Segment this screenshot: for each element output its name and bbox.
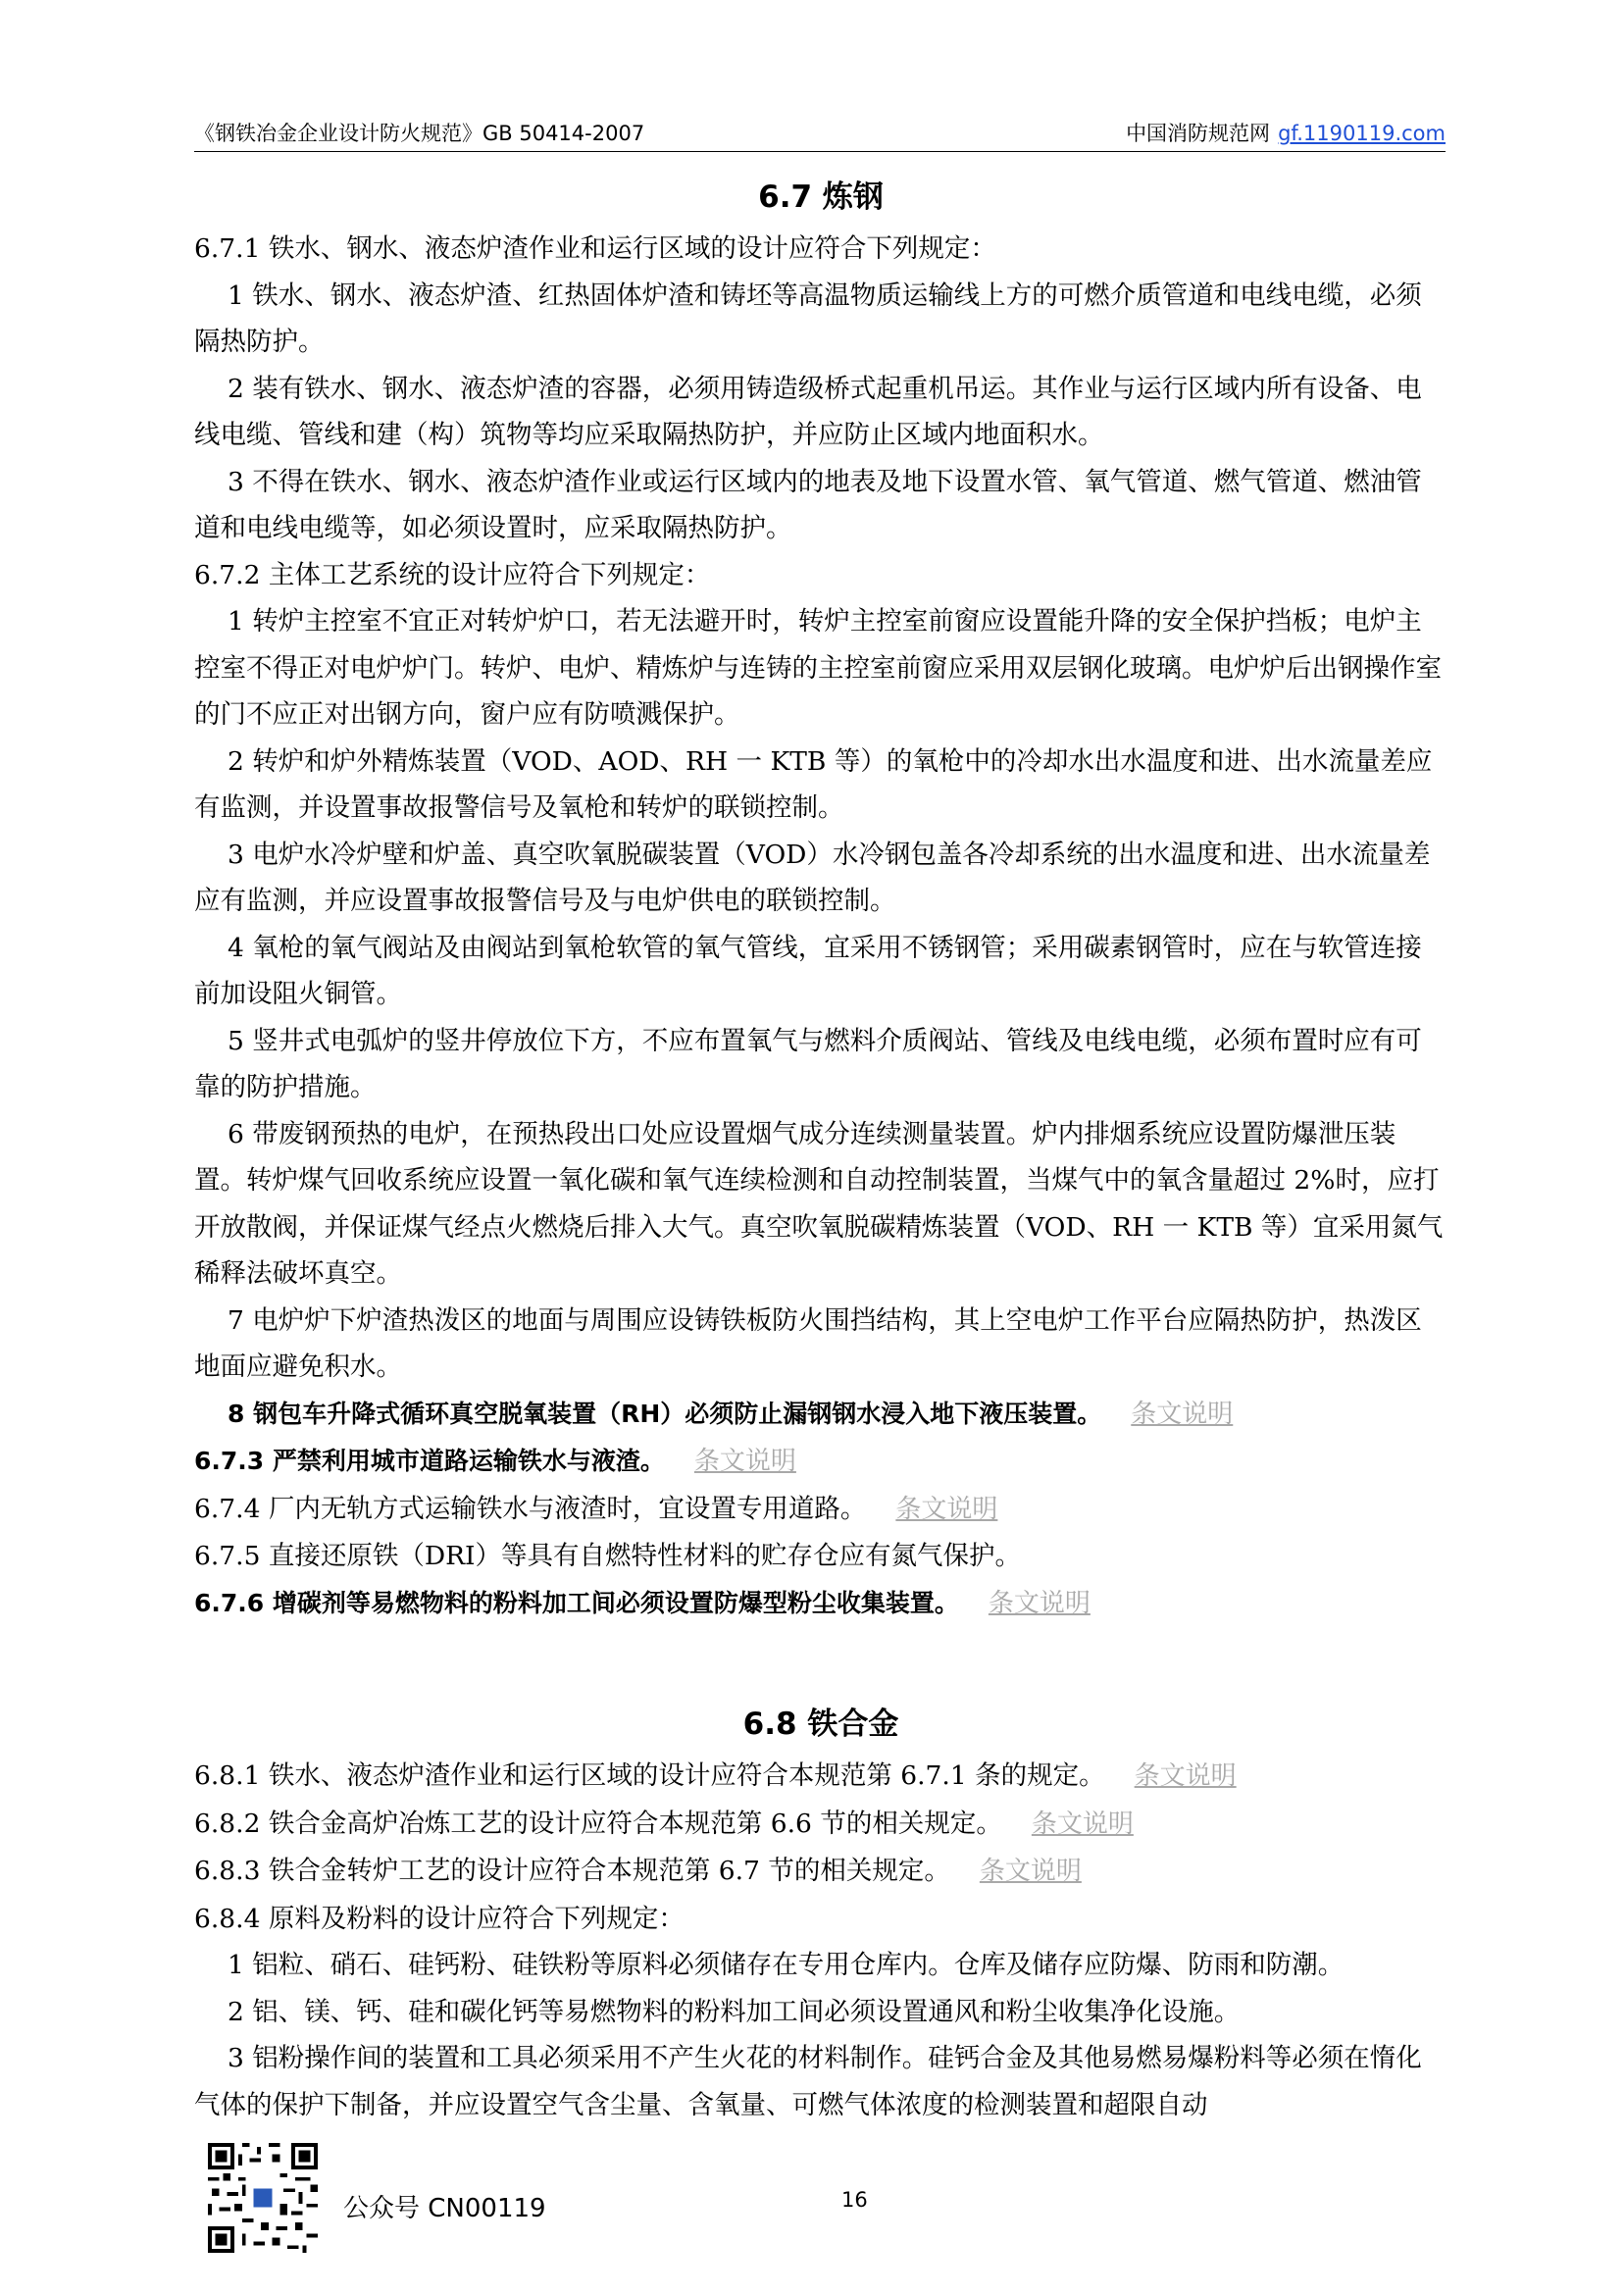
commentary-link[interactable]: 条文说明 [988, 1588, 1091, 1618]
clause-6-7-2: 6.7.2 主体工艺系统的设计应符合下列规定： [194, 559, 711, 590]
clause-6-8-2: 6.8.2 铁合金高炉冶炼工艺的设计应符合本规范第 6.6 节的相关规定。 条文说明 [194, 1808, 1134, 1839]
site-name: 中国消防规范网 [1126, 122, 1271, 145]
qr-code-icon [208, 2143, 318, 2253]
clause-6-7-2-item-5: 5 竖井式电弧炉的竖井停放位下方，不应布置氧气与燃料介质阀站、管线及电线电缆，必须布置时应有可靠的防护措施。 [194, 1025, 1422, 1102]
clause-6-7-2-item-3: 3 电炉水冷炉壁和炉盖、真空吹氧脱碳装置（VOD）水冷钢包盖各冷却系统的出水温度和进、出水流量差应有监测，并应设置事故报警信号及与电炉供电的联锁控制。 [194, 839, 1431, 916]
clause-6-7-2-item-2: 2 转炉和炉外精炼装置（VOD、AOD、RH 一 KTB 等）的氧枪中的冷却水出水温度和进、出水流量差应有监测，并设置事故报警信号及氧枪和转炉的联锁控制。 [194, 745, 1433, 823]
page-header [194, 116, 1446, 152]
clause-6-7-6: 6.7.6 增碳剂等易燃物料的粉料加工间必须设置防爆型粉尘收集装置。 条文说明 [194, 1588, 1091, 1618]
clause-6-8-4-item-1: 1 铝粒、硝石、硅钙粉、硅铁粉等原料必须储存在专用仓库内。仓库及储存应防爆、防雨和防潮。 [228, 1950, 1345, 1980]
document-title: 《钢铁冶金企业设计防火规范》GB 50414-2007 [194, 122, 645, 145]
commentary-link[interactable]: 条文说明 [693, 1447, 796, 1476]
clause-6-8-4: 6.8.4 原料及粉料的设计应符合下列规定： [194, 1903, 685, 1934]
clause-6-7-2-item-6: 6 带废钢预热的电炉，在预热段出口处应设置烟气成分连续测量装置。炉内排烟系统应设置防爆泄压装置。转炉煤气回收系统应设置一氧化碳和氧气连续检测和自动控制装置，当煤气中的氧含量超过 2%时，应打开放散阀，并保证煤气经点火燃烧后排入大气。真空吹氧脱碳精炼装置（VOD、RH 一 KTB 等）宜采用氮气稀释法破坏真空。 [194, 1118, 1444, 1289]
clause-6-7-2-item-8: 8 钢包车升降式循环真空脱氧装置（RH）必须防止漏钢钢水浸入地下液压装置。 条文说明 [228, 1399, 1234, 1429]
clause-6-7-2-item-4: 4 氧枪的氧气阀站及由阀站到氧枪软管的氧气管线，宜采用不锈钢管；采用碳素钢管时，应在与软管连接前加设阻火铜管。 [194, 932, 1422, 1009]
clause-6-7-1-item-1: 1 铁水、钢水、液态炉渣、红热固体炉渣和铸坯等高温物质运输线上方的可燃介质管道和电线电缆，必须隔热防护。 [194, 280, 1422, 357]
clause-6-7-3: 6.7.3 严禁利用城市道路运输铁水与液渣。 条文说明 [194, 1447, 796, 1476]
wechat-account: 公众号 CN00119 [343, 2194, 546, 2223]
commentary-link[interactable]: 条文说明 [1031, 1809, 1134, 1839]
commentary-link[interactable]: 条文说明 [895, 1494, 998, 1524]
clause-6-7-5: 6.7.5 直接还原铁（DRI）等具有自燃特性材料的贮存仓应有氮气保护。 [194, 1541, 1022, 1571]
clause-6-8-4-item-3: 3 铝粉操作间的装置和工具必须采用不产生火花的材料制作。硅钙合金及其他易燃易爆粉料等必须在惰化气体的保护下制备，并应设置空气含尘量、含氧量、可燃气体浓度的检测装置和超限自动 [194, 2043, 1422, 2120]
clause-6-8-3: 6.8.3 铁合金转炉工艺的设计应符合本规范第 6.7 节的相关规定。 条文说明 [194, 1856, 1082, 1886]
section-title-6-7: 6.7 炼钢 [758, 179, 884, 215]
page-number: 16 [841, 2188, 868, 2212]
page-content [194, 169, 1447, 2128]
clause-6-7-1: 6.7.1 铁水、钢水、液态炉渣作业和运行区域的设计应符合下列规定： [194, 233, 996, 264]
commentary-link[interactable]: 条文说明 [1131, 1399, 1234, 1429]
clause-6-8-1: 6.8.1 铁水、液态炉渣作业和运行区域的设计应符合本规范第 6.7.1 条的规定。 条文说明 [194, 1760, 1237, 1791]
page-footer [0, 2143, 1624, 2280]
site-url-link[interactable]: gf.1190119.com [1278, 122, 1446, 145]
clause-6-7-1-item-2: 2 装有铁水、钢水、液态炉渣的容器，必须用铸造级桥式起重机吊运。其作业与运行区域内所有设备、电线电缆、管线和建（构）筑物等均应采取隔热防护，并应防止区域内地面积水。 [194, 373, 1422, 450]
clause-6-7-2-item-1: 1 转炉主控室不宜正对转炉炉口，若无法避开时，转炉主控室前窗应设置能升降的安全保护挡板；电炉主控室不得正对电炉炉门。转炉、电炉、精炼炉与连铸的主控室前窗应采用双层钢化玻璃。电炉炉后出钢操作室的门不应正对出钢方向，窗户应有防喷溅保护。 [194, 606, 1442, 730]
clause-6-7-4: 6.7.4 厂内无轨方式运输铁水与液渣时，宜设置专用道路。 条文说明 [194, 1493, 998, 1524]
commentary-link[interactable]: 条文说明 [1134, 1761, 1237, 1791]
clause-6-7-1-item-3: 3 不得在铁水、钢水、液态炉渣作业或运行区域内的地表及地下设置水管、氧气管道、燃气管道、燃油管道和电线电缆等，如必须设置时，应采取隔热防护。 [194, 466, 1422, 543]
site-info [1126, 118, 1446, 147]
clause-6-7-2-item-7: 7 电炉炉下炉渣热泼区的地面与周围应设铸铁板防火围挡结构，其上空电炉工作平台应隔热防护，热泼区地面应避免积水。 [194, 1304, 1422, 1382]
clause-6-8-4-item-2: 2 铝、镁、钙、硅和碳化钙等易燃物料的粉料加工间必须设置通风和粉尘收集净化设施。 [228, 1996, 1241, 2027]
commentary-link[interactable]: 条文说明 [979, 1857, 1082, 1886]
section-title-6-8: 6.8 铁合金 [742, 1707, 899, 1742]
